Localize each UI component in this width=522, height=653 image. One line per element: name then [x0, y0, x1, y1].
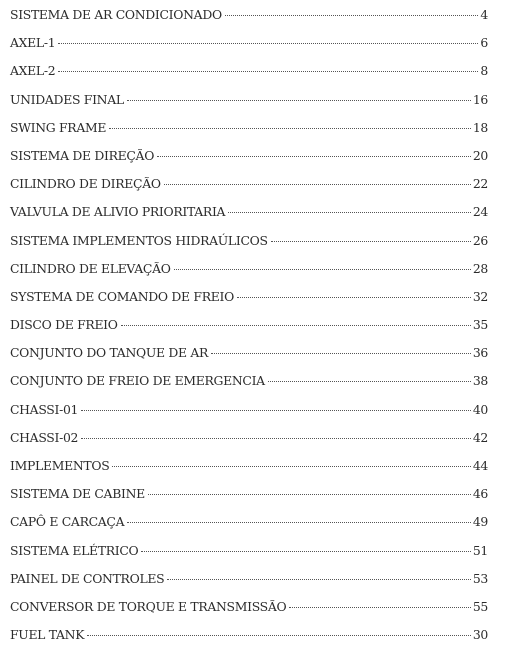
dot-leader [141, 551, 470, 552]
table-of-contents [10, 0, 488, 649]
dot-leader [237, 297, 471, 298]
toc-entry-title: CAPÔ E CARCAÇA [10, 514, 125, 530]
toc-entry-title: CONVERSOR DE TORQUE E TRANSMISSÃO [10, 598, 287, 614]
toc-entry-page: 42 [472, 429, 488, 445]
toc-entry-page: 44 [472, 458, 488, 473]
dot-leader [289, 607, 470, 608]
toc-entry-page: 20 [472, 147, 488, 163]
dot-leader [127, 522, 471, 523]
toc-entry[interactable] [10, 396, 488, 424]
toc-entry-page: 49 [472, 514, 488, 530]
toc-entry-page: 51 [472, 542, 488, 558]
toc-entry[interactable] [10, 452, 488, 480]
dot-leader [167, 579, 471, 580]
toc-entry[interactable] [10, 508, 488, 536]
dot-leader [109, 128, 471, 129]
toc-entry-title: SISTEMA DE CABINE [10, 486, 145, 502]
toc-entry[interactable] [10, 537, 488, 565]
toc-entry[interactable] [10, 621, 488, 649]
dot-leader [81, 410, 471, 411]
dot-leader [148, 494, 471, 495]
toc-entry-title: CILINDRO DE ELEVAÇÃO [10, 260, 171, 276]
toc-entry-title: AXEL-1 [10, 35, 56, 51]
toc-entry[interactable] [10, 142, 488, 170]
toc-entry-title: SWING FRAME [10, 119, 107, 135]
dot-leader [87, 635, 471, 636]
toc-entry-page: 40 [472, 401, 488, 417]
dot-leader [228, 212, 471, 213]
toc-entry-page: 46 [472, 486, 488, 502]
toc-entry[interactable] [10, 565, 488, 593]
toc-entry[interactable] [10, 480, 488, 508]
toc-entry-page: 53 [472, 570, 488, 586]
toc-entry[interactable] [10, 339, 488, 367]
toc-entry[interactable] [10, 170, 488, 198]
toc-entry-page: 26 [472, 232, 488, 248]
toc-entry-page: 30 [472, 627, 488, 643]
dot-leader [164, 184, 471, 185]
toc-entry[interactable] [10, 114, 488, 142]
toc-entry-title: CHASSI-01 [10, 401, 79, 417]
toc-entry-page: 4 [480, 7, 488, 22]
toc-entry[interactable] [10, 227, 488, 255]
toc-entry-title: PAINEL DE CONTROLES [10, 570, 165, 586]
toc-entry[interactable] [10, 311, 488, 339]
toc-entry-title: SYSTEMA DE COMANDO DE FREIO [10, 288, 234, 304]
toc-entry-title: CONJUNTO DO TANQUE DE AR [10, 345, 209, 361]
dot-leader [121, 325, 471, 326]
toc-entry-title: IMPLEMENTOS [10, 458, 110, 473]
toc-entry-page: 55 [472, 598, 488, 614]
toc-entry[interactable] [10, 198, 488, 226]
toc-entry-page: 28 [472, 260, 488, 276]
toc-entry-title: SISTEMA IMPLEMENTOS HIDRAÚLICOS [10, 232, 268, 248]
toc-entry-title: AXEL-2 [10, 63, 56, 79]
toc-entry-title: SISTEMA DE DIREÇÃO [10, 147, 155, 163]
toc-entry-page: 22 [472, 176, 488, 192]
dot-leader [127, 100, 471, 101]
dot-leader [225, 15, 479, 16]
toc-entry-title: CONJUNTO DE FREIO DE EMERGENCIA [10, 373, 265, 389]
toc-entry-title: UNIDADES FINAL [10, 91, 124, 107]
toc-entry-page: 8 [480, 63, 488, 79]
toc-entry[interactable] [10, 1, 488, 29]
dot-leader [268, 381, 471, 382]
toc-entry[interactable] [10, 29, 488, 57]
toc-entry[interactable] [10, 283, 488, 311]
dot-leader [174, 269, 471, 270]
toc-entry-title: SISTEMA ELÉTRICO [10, 542, 139, 558]
toc-entry-page: 35 [472, 317, 488, 333]
toc-entry-title: DISCO DE FREIO [10, 317, 118, 333]
dot-leader [58, 43, 478, 44]
dot-leader [112, 466, 470, 467]
toc-entry-page: 38 [472, 373, 488, 389]
toc-entry[interactable] [10, 57, 488, 85]
toc-entry-page: 16 [472, 91, 488, 107]
toc-entry-title: CILINDRO DE DIREÇÃO [10, 176, 161, 192]
toc-entry[interactable] [10, 593, 488, 621]
dot-leader [157, 156, 471, 157]
toc-entry[interactable] [10, 367, 488, 395]
dot-leader [271, 241, 471, 242]
dot-leader [211, 353, 471, 354]
toc-entry-page: 18 [472, 119, 488, 135]
toc-entry-title: SISTEMA DE AR CONDICIONADO [10, 7, 222, 22]
toc-entry-page: 32 [472, 288, 488, 304]
dot-leader [58, 71, 478, 72]
toc-entry-page: 6 [480, 35, 488, 51]
toc-entry-title: FUEL TANK [10, 627, 85, 643]
toc-entry-page: 36 [472, 345, 488, 361]
toc-entry[interactable] [10, 86, 488, 114]
toc-entry-title: VALVULA DE ALIVIO PRIORITARIA [10, 204, 226, 220]
toc-entry[interactable] [10, 255, 488, 283]
toc-entry-title: CHASSI-02 [10, 429, 79, 445]
toc-entry[interactable] [10, 424, 488, 452]
toc-entry-page: 24 [472, 204, 488, 220]
dot-leader [81, 438, 471, 439]
